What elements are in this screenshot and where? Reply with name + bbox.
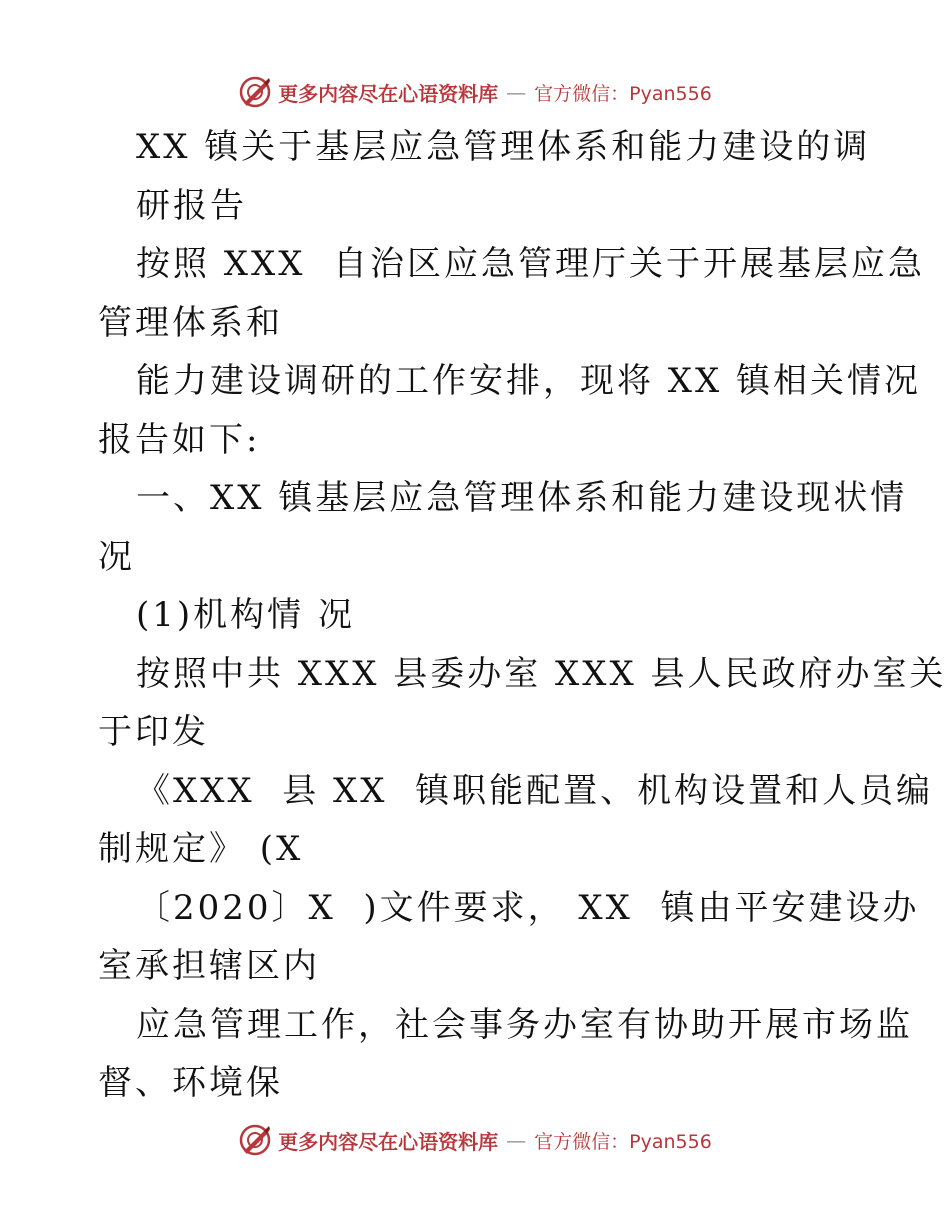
footer-banner-content [238,1123,712,1157]
footer-banner [0,1120,950,1160]
banner-wechat-text: 官方微信：Pyan556 [534,82,712,105]
document-line: 〔2020〕X )文件要求， XX 镇由平安建设办 [136,887,920,928]
document-line: 于印发 [98,712,209,752]
document-body [98,118,947,1113]
document-line: 研报告 [136,185,247,226]
header-banner-content [238,75,712,109]
document-line: 一、XX 镇基层应急管理体系和能力建设现状情 [136,478,908,518]
banner-site-text: 更多内容尽在心语资料库 [278,81,499,106]
document-line: 督、环境保 [98,1063,283,1103]
document-line: (1)机构情 况 [136,595,355,635]
document-line: 能力建设调研的工作安排，现将 XX 镇相关情况 [136,361,922,401]
banner-site-text: 更多内容尽在心语资料库 [278,1129,499,1154]
document-line: 按照中共 XXX 县委办室 XXX 县人民政府办室关 [136,653,947,694]
document-line: 按照 XXX 自治区应急管理厅关于开展基层应急 [136,244,926,284]
document-line: 室承担辖区内 [98,946,320,986]
document-line: 应急管理工作，社会事务办室有协助开展市场监 [136,1004,913,1045]
document-line: 《XXX 县 XX 镇职能配置、机构设置和人员编 [136,770,934,811]
brand-logo-icon [238,1123,272,1157]
document-line: 况 [98,536,135,577]
banner-dash: — [506,1128,527,1152]
brand-logo-icon [238,75,272,109]
document-line: 制规定》 (X [98,829,304,869]
document-line: 管理体系和 [98,302,283,343]
banner-dash: — [506,80,527,104]
document-line: XX 镇关于基层应急管理体系和能力建设的调 [136,127,871,167]
banner-wechat-text: 官方微信：Pyan556 [534,1130,712,1153]
header-banner [0,72,950,112]
document-line: 报告如下: [98,419,261,460]
